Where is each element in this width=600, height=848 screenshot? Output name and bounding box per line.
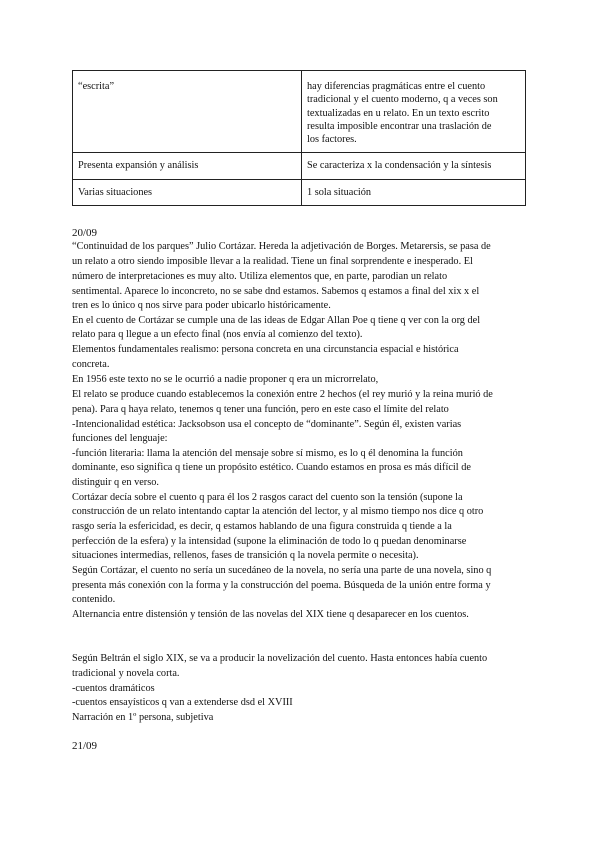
- text-line: construcción de un relato intentando captar la atención del lector, y al mismo tiempo nos dice q otro: [72, 506, 484, 517]
- table-cell-left: Presenta expansión y análisis: [73, 153, 302, 179]
- table-row: [73, 71, 526, 153]
- table-cell-left: Varias situaciones: [73, 179, 302, 205]
- cell-line: Se caracteriza x la condensación y la síntesis: [307, 160, 492, 172]
- text-line: -cuentos dramáticos: [72, 683, 155, 694]
- text-line: pena). Para q haya relato, tenemos q tener una función, pero en este caso el límite del relato: [72, 404, 449, 415]
- cell-line: hay diferencias pragmáticas entre el cuento: [307, 81, 486, 92]
- table-cell-left: “escrita”: [73, 71, 302, 153]
- text-line: El relato se produce cuando establecemos la conexión entre 2 hechos (el rey murió y la reina murió de: [72, 389, 493, 400]
- text-line: “Continuidad de los parques” Julio Cortázar. Hereda la adjetivación de Borges. Metarersis, se pasa de: [72, 241, 491, 252]
- text-line: distinguir q en verso.: [72, 477, 159, 488]
- text-line: Según Cortázar, el cuento no sería un sucedáneo de la novela, no sería una parte de una novela, sino q: [72, 565, 492, 576]
- cell-line: tradicional y el cuento moderno, q a veces son: [307, 94, 498, 106]
- table-cell-right: [302, 179, 526, 205]
- cell-line: los factores.: [307, 134, 357, 146]
- text-line: tradicional y novela corta.: [72, 668, 180, 679]
- text-line: perfección de la esfera) y la intensidad (supone la eliminación de todo lo q puedan denominarse: [72, 536, 467, 547]
- text-line: relato para q llegue a un efecto final (nos envía al comienzo del texto).: [72, 329, 363, 340]
- text-line: -cuentos ensayísticos q van a extenderse dsd el XVIII: [72, 697, 293, 708]
- text-line: situaciones intermedias, rellenos, fases de transición q la novela permite o necesita).: [72, 550, 419, 561]
- text-line: sentimental. Aparece lo inconcreto, no se sabe dnd estamos. Sabemos q estamos a final del xix x el: [72, 286, 480, 297]
- text-line: número de interpretaciones es muy alto. Utiliza elementos que, en parte, parodian un relato: [72, 271, 448, 282]
- text-line: Narración en 1º persona, subjetiva: [72, 712, 214, 723]
- table-row: [73, 179, 526, 205]
- text-line: Según Beltrán el siglo XIX, se va a producir la novelización del cuento. Hasta entonces había cuento: [72, 653, 488, 664]
- cell-line: resulta imposible encontrar una traslación de: [307, 120, 492, 132]
- date-heading: 20/09: [72, 227, 98, 239]
- text-line: -función literaria: llama la atención del mensaje sobre sí mismo, es lo q él denomina la función: [72, 448, 463, 459]
- cell-line: 1 sola situación: [307, 186, 372, 198]
- cell-line: textualizadas en u relato. En un texto escrito: [307, 107, 490, 119]
- text-line: -Intencionalidad estética: Jacksobson usa el concepto de “dominante”. Según él, existen varias: [72, 419, 462, 430]
- table-row: [73, 153, 526, 179]
- text-line: tren es lo único q nos sirve para poder ubicarlo históricamente.: [72, 300, 331, 311]
- text-line: En el cuento de Cortázar se cumple una de las ideas de Edgar Allan Poe q tiene q ver con la org del: [72, 315, 481, 326]
- text-line: Elementos fundamentales realismo: persona concreta en una circunstancia espacial e histórica: [72, 344, 459, 355]
- text-line: funciones del lenguaje:: [72, 433, 168, 444]
- text-line: Alternancia entre distensión y tensión de las novelas del XIX tiene q desaparecer en los cuentos.: [72, 609, 469, 620]
- text-line: concreta.: [72, 359, 110, 370]
- date-heading: 21/09: [72, 740, 98, 752]
- text-line: contenido.: [72, 594, 116, 605]
- text-line: rasgo sería la esfericidad, es decir, q estamos hablando de una figura construida q tiende a la: [72, 521, 452, 532]
- text-line: dominante, eso significa q tiene un propósito estético. Cuando estamos en prosa es más difícil de: [72, 462, 471, 473]
- table-cell-right: [302, 71, 526, 153]
- text-line: un relato a otro siendo imposible llevar a la realidad. Tiene un final sorprendente e inesperado. El: [72, 256, 473, 267]
- text-line: presenta más conexión con la forma y la construcción del poema. Búsqueda de la unión entre forma y: [72, 580, 491, 591]
- text-line: Cortázar decía sobre el cuento q para él los 2 rasgos caract del cuento son la tensión (supone la: [72, 492, 463, 503]
- comparison-table: [72, 70, 526, 206]
- table-cell-right: [302, 153, 526, 179]
- text-line: En 1956 este texto no se le ocurrió a nadie proponer q era un microrrelato,: [72, 374, 379, 385]
